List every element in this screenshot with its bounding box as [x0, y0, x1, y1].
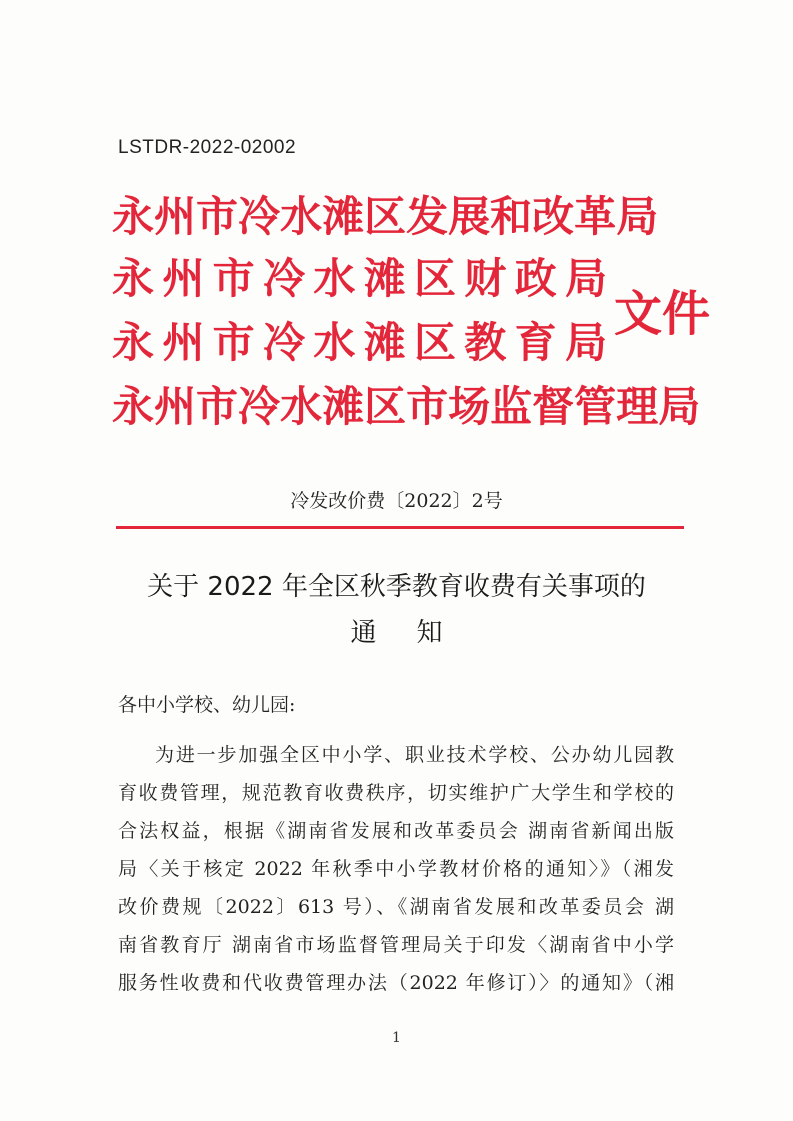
issuer-char: 滩 [322, 192, 365, 241]
issuer-char: 局 [658, 382, 701, 431]
red-divider [116, 526, 684, 529]
issuer-char: 展 [448, 192, 491, 241]
issuer-char: 滩 [322, 382, 365, 431]
notice-title: 关于 2022 年全区秋季教育收费有关事项的 [147, 572, 646, 602]
issuer-char: 政 [514, 254, 557, 303]
issuer-char: 场 [448, 382, 491, 431]
issuer-char: 和 [490, 192, 533, 241]
issuer-char: 督 [532, 382, 575, 431]
issuer-char: 市 [212, 254, 255, 303]
issuer-char: 冷 [262, 318, 305, 367]
document-type-label: 文件 [614, 286, 711, 342]
issuer-char: 教 [464, 318, 507, 367]
issuer-char: 局 [564, 318, 607, 367]
issuer-line [112, 378, 701, 436]
issuer-char: 市 [196, 382, 239, 431]
issuer-char: 冷 [262, 254, 305, 303]
issuer-char: 区 [364, 192, 407, 241]
issuer-char: 州 [162, 318, 205, 367]
issuer-char: 州 [162, 254, 205, 303]
issuer-char: 永 [112, 192, 155, 241]
issuer-char: 监 [490, 382, 533, 431]
issuer-line [112, 188, 659, 246]
issuer-char: 管 [574, 382, 617, 431]
issuer-char: 水 [280, 382, 323, 431]
body-text-line: 南省教育厅 湖南省市场监督管理局关于印发〈湖南省中小学 [118, 934, 674, 956]
issuer-char: 市 [212, 318, 255, 367]
issuer-char: 水 [313, 254, 356, 303]
salutation: 各中小学校、幼儿园: [118, 694, 296, 716]
issuer-char: 区 [413, 254, 456, 303]
body-text-line: 育收费管理，规范教育收费秩序，切实维护广大学生和学校的 [118, 782, 674, 804]
issuer-block [112, 188, 712, 458]
issuer-char: 永 [112, 318, 155, 367]
issuer-char: 财 [464, 254, 507, 303]
issuer-char: 州 [154, 192, 197, 241]
issuer-char: 冷 [238, 192, 281, 241]
document-code: LSTDR-2022-02002 [118, 137, 297, 158]
body-text-line: 为进一步加强全区中小学、职业技术学校、公办幼儿园教 [155, 744, 674, 766]
issuer-char: 理 [616, 382, 659, 431]
issuer-line [112, 314, 607, 372]
issuer-char: 永 [112, 382, 155, 431]
issuer-char: 水 [280, 192, 323, 241]
issuer-char: 发 [406, 192, 449, 241]
issuer-char: 滩 [363, 318, 406, 367]
issuer-char: 改 [532, 192, 575, 241]
body-text-line: 改价费规〔2022〕613 号）、《湖南省发展和改革委员会 湖 [118, 896, 674, 918]
document-number: 冷发改价费〔2022〕2号 [290, 490, 503, 512]
body-text-line: 合法权益，根据《湖南省发展和改革委员会 湖南省新闻出版 [118, 820, 674, 842]
issuer-char: 区 [364, 382, 407, 431]
issuer-char: 水 [313, 318, 356, 367]
issuer-char: 永 [112, 254, 155, 303]
issuer-char: 州 [154, 382, 197, 431]
issuer-line [112, 250, 607, 308]
issuer-char: 育 [514, 318, 557, 367]
issuer-char: 局 [616, 192, 659, 241]
issuer-char: 滩 [363, 254, 406, 303]
issuer-char: 局 [564, 254, 607, 303]
issuer-char: 革 [574, 192, 617, 241]
body-text-line: 局〈关于核定 2022 年秋季中小学教材价格的通知〉》（湘发 [118, 858, 674, 880]
notice-title-line2: 通知 [350, 618, 483, 648]
issuer-char: 市 [406, 382, 449, 431]
issuer-char: 市 [196, 192, 239, 241]
issuer-char: 区 [413, 318, 456, 367]
issuer-char: 冷 [238, 382, 281, 431]
page-number: 1 [392, 1030, 401, 1046]
body-text-line: 服务性收费和代收费管理办法（2022 年修订）〉的通知》（湘 [118, 972, 674, 994]
